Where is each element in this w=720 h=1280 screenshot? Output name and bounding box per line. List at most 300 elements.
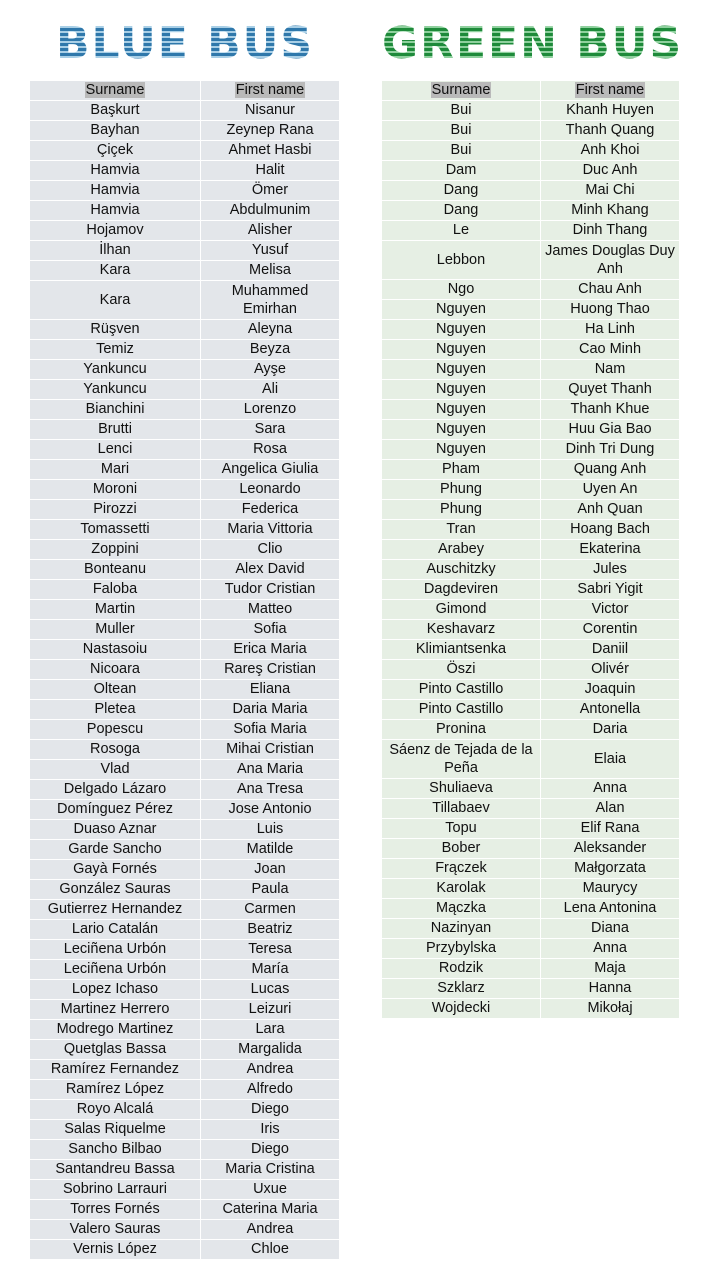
surname-cell: Bayhan (30, 121, 201, 141)
first-name-cell: Beatriz (201, 920, 340, 940)
first-name-cell: Uxue (201, 1180, 340, 1200)
surname-cell: Lario Catalán (30, 920, 201, 940)
first-name-cell: Daniil (541, 640, 680, 660)
table-row (382, 360, 680, 380)
first-name-cell: Olivér (541, 660, 680, 680)
table-row (30, 780, 340, 800)
first-name-cell: Melisa (201, 261, 340, 281)
surname-cell: Lebbon (382, 241, 541, 280)
surname-cell: González Sauras (30, 880, 201, 900)
header-row (382, 81, 680, 101)
first-name-cell: Victor (541, 600, 680, 620)
surname-cell: Oltean (30, 680, 201, 700)
table-row (382, 141, 680, 161)
surname-cell: Tomassetti (30, 520, 201, 540)
table-row (382, 460, 680, 480)
surname-cell: Royo Alcalá (30, 1100, 201, 1120)
table-row (30, 201, 340, 221)
first-name-cell: Ha Linh (541, 320, 680, 340)
surname-cell: Bober (382, 839, 541, 859)
surname-cell: Kara (30, 261, 201, 281)
surname-cell: Ngo (382, 280, 541, 300)
table-row (30, 1160, 340, 1180)
table-row (30, 520, 340, 540)
surname-cell: Rüşven (30, 320, 201, 340)
table-row (382, 181, 680, 201)
table-row (30, 760, 340, 780)
surname-cell: Przybylska (382, 939, 541, 959)
table-row (30, 1120, 340, 1140)
first-name-cell: Muhammed Emirhan (201, 281, 340, 320)
surname-cell: Lenci (30, 440, 201, 460)
surname-cell: Yankuncu (30, 360, 201, 380)
surname-cell: Nguyen (382, 300, 541, 320)
first-name-cell: Andrea (201, 1220, 340, 1240)
first-name-cell: Rosa (201, 440, 340, 460)
first-name-cell: Daria (541, 720, 680, 740)
first-name-cell: Diego (201, 1100, 340, 1120)
table-row (30, 580, 340, 600)
surname-cell: Pirozzi (30, 500, 201, 520)
table-row (382, 340, 680, 360)
first-name-cell: Maria Cristina (201, 1160, 340, 1180)
first-name-cell: Federica (201, 500, 340, 520)
first-name-cell: Alan (541, 799, 680, 819)
first-name-cell: Lena Antonina (541, 899, 680, 919)
table-row (30, 680, 340, 700)
first-name-cell: Andrea (201, 1060, 340, 1080)
surname-cell: Faloba (30, 580, 201, 600)
table-row (30, 1140, 340, 1160)
table-row (30, 440, 340, 460)
first-name-cell: Caterina Maria (201, 1200, 340, 1220)
table-row (382, 700, 680, 720)
surname-cell: Torres Fornés (30, 1200, 201, 1220)
first-name-cell: Margalida (201, 1040, 340, 1060)
table-row (382, 540, 680, 560)
table-row (382, 899, 680, 919)
first-name-cell: Nisanur (201, 101, 340, 121)
first-name-cell: Małgorzata (541, 859, 680, 879)
surname-cell: Nguyen (382, 380, 541, 400)
surname-cell: Le (382, 221, 541, 241)
surname-cell: Dam (382, 161, 541, 181)
first-name-cell: Ana Tresa (201, 780, 340, 800)
surname-cell: Hamvia (30, 161, 201, 181)
surname-cell: Pinto Castillo (382, 700, 541, 720)
first-name-cell: Mihai Cristian (201, 740, 340, 760)
table-row (30, 620, 340, 640)
surname-cell: Valero Sauras (30, 1220, 201, 1240)
first-name-cell: Mikołaj (541, 999, 680, 1019)
surname-cell: Brutti (30, 420, 201, 440)
table-row (382, 600, 680, 620)
surname-cell: Pronina (382, 720, 541, 740)
surname-cell: Hojamov (30, 221, 201, 241)
table-row (30, 900, 340, 920)
first-name-cell: Maria Vittoria (201, 520, 340, 540)
surname-cell: Martinez Herrero (30, 1000, 201, 1020)
surname-cell: Vlad (30, 760, 201, 780)
table-row (382, 660, 680, 680)
table-row (382, 400, 680, 420)
first-name-cell: Ekaterina (541, 540, 680, 560)
surname-cell: Başkurt (30, 101, 201, 121)
table-row (382, 520, 680, 540)
table-row (382, 879, 680, 899)
first-name-cell: Minh Khang (541, 201, 680, 221)
table-row (30, 1100, 340, 1120)
blue-bus-title: BLUE BUS (30, 18, 340, 70)
first-name-cell: Leizuri (201, 1000, 340, 1020)
surname-cell: Bui (382, 141, 541, 161)
surname-cell: Arabey (382, 540, 541, 560)
first-name-cell: Clio (201, 540, 340, 560)
table-row (382, 919, 680, 939)
surname-cell: Vernis López (30, 1240, 201, 1260)
table-row (30, 320, 340, 340)
table-row (30, 1200, 340, 1220)
first-name-cell: Lara (201, 1020, 340, 1040)
table-row (382, 979, 680, 999)
first-name-cell: Khanh Huyen (541, 101, 680, 121)
header-row (30, 81, 340, 101)
table-row (30, 740, 340, 760)
table-row (382, 380, 680, 400)
first-name-cell: Elif Rana (541, 819, 680, 839)
first-name-cell: James Douglas Duy Anh (541, 241, 680, 280)
first-name-cell: Sara (201, 420, 340, 440)
first-name-cell: Matteo (201, 600, 340, 620)
surname-cell: Auschitzky (382, 560, 541, 580)
table-row (30, 1180, 340, 1200)
table-row (30, 1220, 340, 1240)
table-row (30, 1040, 340, 1060)
first-name-cell: Ayşe (201, 360, 340, 380)
table-row (30, 500, 340, 520)
table-row (30, 121, 340, 141)
first-name-cell: Dinh Thang (541, 221, 680, 241)
first-name-header: First name (541, 81, 680, 101)
first-name-cell: Hoang Bach (541, 520, 680, 540)
table-row (30, 1060, 340, 1080)
table-row (382, 101, 680, 121)
table-row (30, 560, 340, 580)
table-row (30, 261, 340, 281)
first-name-cell: Aleyna (201, 320, 340, 340)
surname-cell: Nguyen (382, 360, 541, 380)
first-name-cell: Corentin (541, 620, 680, 640)
first-name-cell: Quang Anh (541, 460, 680, 480)
surname-cell: İlhan (30, 241, 201, 261)
surname-cell: Gimond (382, 600, 541, 620)
surname-cell: Pinto Castillo (382, 680, 541, 700)
surname-cell: Bonteanu (30, 560, 201, 580)
surname-cell: Nguyen (382, 400, 541, 420)
surname-cell: Lopez Ichaso (30, 980, 201, 1000)
surname-cell: Klimiantsenka (382, 640, 541, 660)
surname-cell: Leciñena Urbón (30, 940, 201, 960)
table-row (382, 740, 680, 779)
first-name-cell: Anh Quan (541, 500, 680, 520)
table-row (382, 420, 680, 440)
first-name-cell: Paula (201, 880, 340, 900)
table-row (382, 440, 680, 460)
surname-cell: Dang (382, 181, 541, 201)
first-name-cell: Chau Anh (541, 280, 680, 300)
table-row (382, 221, 680, 241)
table-row (30, 880, 340, 900)
surname-cell: Kara (30, 281, 201, 320)
surname-cell: Topu (382, 819, 541, 839)
table-row (382, 580, 680, 600)
table-row (30, 420, 340, 440)
surname-cell: Mari (30, 460, 201, 480)
surname-cell: Popescu (30, 720, 201, 740)
surname-cell: Nazinyan (382, 919, 541, 939)
table-row (30, 460, 340, 480)
table-row (30, 221, 340, 241)
surname-cell: Salas Riquelme (30, 1120, 201, 1140)
first-name-cell: Chloe (201, 1240, 340, 1260)
table-row (30, 840, 340, 860)
table-row (30, 660, 340, 680)
surname-cell: Bui (382, 101, 541, 121)
table-row (30, 101, 340, 121)
first-name-cell: Quyet Thanh (541, 380, 680, 400)
surname-cell: Karolak (382, 879, 541, 899)
first-name-cell: Joaquin (541, 680, 680, 700)
table-row (382, 320, 680, 340)
table-row (382, 859, 680, 879)
surname-cell: Hamvia (30, 181, 201, 201)
surname-cell: Hamvia (30, 201, 201, 221)
first-name-cell: Daria Maria (201, 700, 340, 720)
table-row (30, 340, 340, 360)
first-name-cell: Elaia (541, 740, 680, 779)
table-row (382, 500, 680, 520)
first-name-cell: Ömer (201, 181, 340, 201)
surname-cell: Sáenz de Tejada de la Peña (382, 740, 541, 779)
table-row (30, 960, 340, 980)
table-row (30, 281, 340, 320)
table-row (30, 600, 340, 620)
first-name-cell: Ana Maria (201, 760, 340, 780)
surname-cell: Phung (382, 480, 541, 500)
surname-cell: Çiçek (30, 141, 201, 161)
table-row (382, 999, 680, 1019)
surname-cell: Sancho Bilbao (30, 1140, 201, 1160)
surname-cell: Phung (382, 500, 541, 520)
table-row (30, 400, 340, 420)
first-name-cell: Carmen (201, 900, 340, 920)
table-row (30, 700, 340, 720)
surname-cell: Nguyen (382, 340, 541, 360)
table-row (382, 300, 680, 320)
first-name-cell: Thanh Khue (541, 400, 680, 420)
table-row (30, 380, 340, 400)
table-row (382, 839, 680, 859)
surname-cell: Domínguez Pérez (30, 800, 201, 820)
first-name-cell: Sofia Maria (201, 720, 340, 740)
surname-cell: Santandreu Bassa (30, 1160, 201, 1180)
surname-cell: Muller (30, 620, 201, 640)
table-row (382, 680, 680, 700)
surname-cell: Nicoara (30, 660, 201, 680)
surname-header: Surname (30, 81, 201, 101)
table-row (382, 939, 680, 959)
first-name-cell: Halit (201, 161, 340, 181)
surname-cell: Bianchini (30, 400, 201, 420)
first-name-cell: Anna (541, 939, 680, 959)
surname-cell: Quetglas Bassa (30, 1040, 201, 1060)
table-row (30, 1000, 340, 1020)
first-name-header: First name (201, 81, 340, 101)
first-name-cell: Alfredo (201, 1080, 340, 1100)
table-row (382, 819, 680, 839)
first-name-cell: Maja (541, 959, 680, 979)
green-bus-table (382, 81, 680, 1019)
first-name-cell: Lorenzo (201, 400, 340, 420)
table-row (382, 121, 680, 141)
table-row (382, 280, 680, 300)
surname-cell: Martin (30, 600, 201, 620)
surname-cell: Garde Sancho (30, 840, 201, 860)
table-row (30, 980, 340, 1000)
table-row (30, 640, 340, 660)
table-row (382, 480, 680, 500)
first-name-cell: Sabri Yigit (541, 580, 680, 600)
surname-cell: Szklarz (382, 979, 541, 999)
surname-cell: Modrego Martinez (30, 1020, 201, 1040)
surname-cell: Rosoga (30, 740, 201, 760)
surname-cell: Delgado Lázaro (30, 780, 201, 800)
surname-cell: Shuliaeva (382, 779, 541, 799)
surname-cell: Zoppini (30, 540, 201, 560)
table-row (382, 959, 680, 979)
surname-cell: Sobrino Larrauri (30, 1180, 201, 1200)
surname-cell: Wojdecki (382, 999, 541, 1019)
table-row (30, 940, 340, 960)
first-name-cell: María (201, 960, 340, 980)
surname-cell: Duaso Aznar (30, 820, 201, 840)
surname-cell: Nguyen (382, 420, 541, 440)
first-name-cell: Tudor Cristian (201, 580, 340, 600)
first-name-cell: Ahmet Hasbi (201, 141, 340, 161)
surname-cell: Nguyen (382, 440, 541, 460)
first-name-cell: Aleksander (541, 839, 680, 859)
first-name-cell: Teresa (201, 940, 340, 960)
table-row (30, 360, 340, 380)
first-name-cell: Huong Thao (541, 300, 680, 320)
surname-cell: Pham (382, 460, 541, 480)
first-name-cell: Alex David (201, 560, 340, 580)
first-name-cell: Uyen An (541, 480, 680, 500)
first-name-cell: Zeynep Rana (201, 121, 340, 141)
first-name-cell: Abdulmunim (201, 201, 340, 221)
table-row (382, 799, 680, 819)
table-row (30, 1240, 340, 1260)
first-name-cell: Nam (541, 360, 680, 380)
table-row (30, 1020, 340, 1040)
surname-cell: Temiz (30, 340, 201, 360)
first-name-cell: Huu Gia Bao (541, 420, 680, 440)
table-row (382, 640, 680, 660)
first-name-cell: Lucas (201, 980, 340, 1000)
surname-cell: Frączek (382, 859, 541, 879)
table-row (30, 720, 340, 740)
surname-cell: Nastasoiu (30, 640, 201, 660)
surname-cell: Leciñena Urbón (30, 960, 201, 980)
table-row (382, 161, 680, 181)
first-name-cell: Matilde (201, 840, 340, 860)
surname-cell: Dagdeviren (382, 580, 541, 600)
surname-cell: Nguyen (382, 320, 541, 340)
first-name-cell: Iris (201, 1120, 340, 1140)
first-name-cell: Jose Antonio (201, 800, 340, 820)
surname-cell: Pletea (30, 700, 201, 720)
table-row (382, 201, 680, 221)
first-name-cell: Ali (201, 380, 340, 400)
surname-cell: Moroni (30, 480, 201, 500)
first-name-cell: Beyza (201, 340, 340, 360)
surname-cell: Gutierrez Hernandez (30, 900, 201, 920)
table-row (30, 181, 340, 201)
surname-cell: Tran (382, 520, 541, 540)
first-name-cell: Hanna (541, 979, 680, 999)
first-name-cell: Maurycy (541, 879, 680, 899)
first-name-cell: Joan (201, 860, 340, 880)
surname-cell: Gayà Fornés (30, 860, 201, 880)
first-name-cell: Diego (201, 1140, 340, 1160)
table-row (30, 480, 340, 500)
first-name-cell: Eliana (201, 680, 340, 700)
table-row (30, 860, 340, 880)
table-row (30, 141, 340, 161)
first-name-cell: Alisher (201, 221, 340, 241)
table-row (30, 920, 340, 940)
first-name-cell: Sofia (201, 620, 340, 640)
table-row (382, 720, 680, 740)
first-name-cell: Yusuf (201, 241, 340, 261)
table-row (30, 820, 340, 840)
table-row (382, 560, 680, 580)
table-row (30, 800, 340, 820)
table-row (382, 241, 680, 280)
table-row (30, 1080, 340, 1100)
surname-cell: Bui (382, 121, 541, 141)
first-name-cell: Jules (541, 560, 680, 580)
surname-cell: Dang (382, 201, 541, 221)
first-name-cell: Mai Chi (541, 181, 680, 201)
first-name-cell: Luis (201, 820, 340, 840)
table-row (30, 540, 340, 560)
first-name-cell: Anna (541, 779, 680, 799)
table-row (382, 779, 680, 799)
first-name-cell: Duc Anh (541, 161, 680, 181)
first-name-cell: Angelica Giulia (201, 460, 340, 480)
surname-cell: Ramírez Fernandez (30, 1060, 201, 1080)
first-name-cell: Leonardo (201, 480, 340, 500)
first-name-cell: Diana (541, 919, 680, 939)
surname-header: Surname (382, 81, 541, 101)
surname-cell: Tillabaev (382, 799, 541, 819)
surname-cell: Yankuncu (30, 380, 201, 400)
first-name-cell: Antonella (541, 700, 680, 720)
first-name-cell: Cao Minh (541, 340, 680, 360)
first-name-cell: Thanh Quang (541, 121, 680, 141)
first-name-cell: Erica Maria (201, 640, 340, 660)
